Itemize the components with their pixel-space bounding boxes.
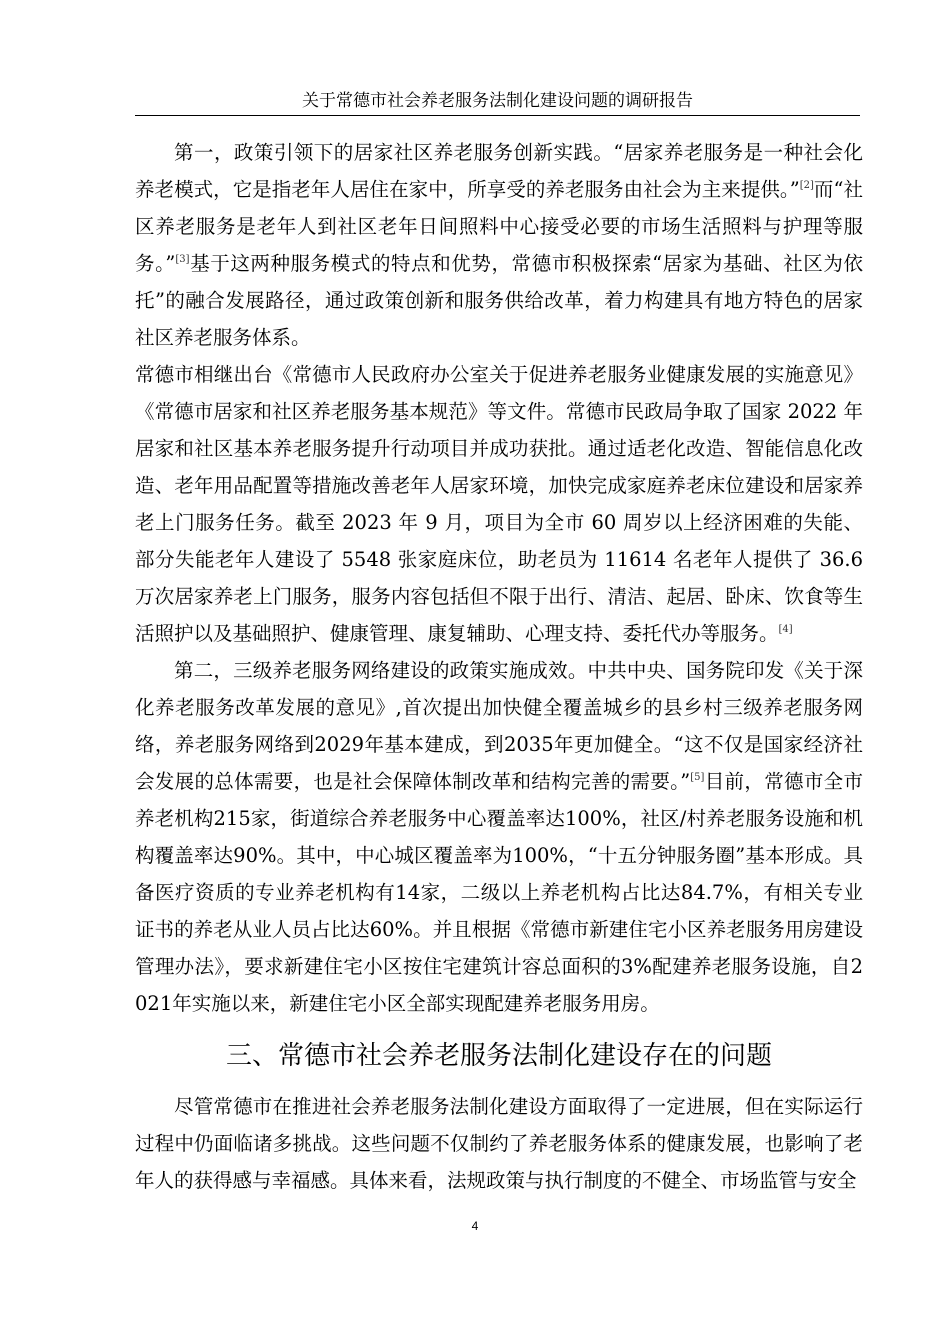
running-header: 关于常德市社会养老服务法制化建设问题的调研报告 xyxy=(135,88,860,116)
citation-marker: [3] xyxy=(175,254,190,265)
citation-marker: [2] xyxy=(799,180,814,191)
section-heading: 三、常德市社会养老服务法制化建设存在的问题 xyxy=(225,1041,772,1071)
paragraph-text: 目前，常德市全市养老机构215家，街道综合养老服务中心覆盖率达100%，社区/村养老服务设施和机构覆盖率达90%。其中，中心城区覆盖率为100%，“十五分钟服务圈”基本形成。具备医疗资质的专业养老机构有14家，二级以上养老机构占比达84.7%，有相关专业证书的养老从业人员占比达60%。并且根据《常德市新建住宅小区养老服务用房建设管理办法》，要求新建住宅小区按住宅建筑计容总面积的3%配建养老服务设施，自2021年实施以来，新建住宅小区全部实现配建养老服务用房。 xyxy=(135,770,863,1015)
paragraph-closing: 尽管常德市在推进社会养老服务法制化建设方面取得了一定进展，但在实际运行过程中仍面临诸多挑战。这些问题不仅制约了养老服务体系的健康发展，也影响了老年人的获得感与幸福感。具体来看，法规政策与执行制度的不健全、市场监管与安全 xyxy=(135,1095,863,1192)
paragraph-text: 第二，三级养老服务网络建设的政策实施成效。中共中央、国务院印发《关于深化养老服务改革发展的意见》,首次提出加快健全覆盖城乡的县乡村三级养老服务网络，养老服务网络到2029年基本建成，到2035年更加健全。“这不仅是国家经济社会发展的总体需要，也是社会保障体制改革和结构完善的需要。” xyxy=(135,659,863,793)
paragraph-policy-documents xyxy=(135,356,863,652)
citation-marker: [5] xyxy=(690,772,705,783)
paragraph-community-care xyxy=(135,134,863,356)
paragraph-text: 基于这两种服务模式的特点和优势，常德市积极探索“居家为基础、社区为依托”的融合发展路径，通过政策创新和服务供给改革，着力构建具有地方特色的居家社区养老服务体系。 xyxy=(135,252,863,349)
page-number: 4 xyxy=(471,1219,479,1233)
body-text xyxy=(135,134,863,1199)
paragraph-three-level-network xyxy=(135,652,863,1022)
paragraph-text: 而“社区养老服务是老年人到社区老年日间照料中心接受必要的市场生活照料与护理等服务。” xyxy=(135,178,863,275)
paragraph-text: 常德市相继出台《常德市人民政府办公室关于促进养老服务业健康发展的实施意见》《常德市居家和社区养老服务基本规范》等文件。常德市民政局争取了国家 2022 年居家和社区基本养老服务提升行动项目并成功获批。通过适老化改造、智能信息化改造、老年用品配置等措施改善老年人居家环境，加快完成家庭养老床位建设和居家养老上门服务任务。截至 2023 年 9 月，项目为全市 60 周岁以上经济困难的失能、部分失能老年人建设了 5548 张家庭床位，助老员为 11614 名老年人提供了 36.6 万次居家养老上门服务，服务内容包括但不限于出行、清洁、起居、卧床、饮食等生活照护以及基础照护、健康管理、康复辅助、心理支持、委托代办等服务。 xyxy=(135,363,863,645)
citation-marker: [4] xyxy=(778,624,793,635)
paragraph-text: 第一，政策引领下的居家社区养老服务创新实践。“居家养老服务是一种社会化养老模式，它是指老年人居住在家中，所享受的养老服务由社会为主来提供。” xyxy=(135,141,863,201)
